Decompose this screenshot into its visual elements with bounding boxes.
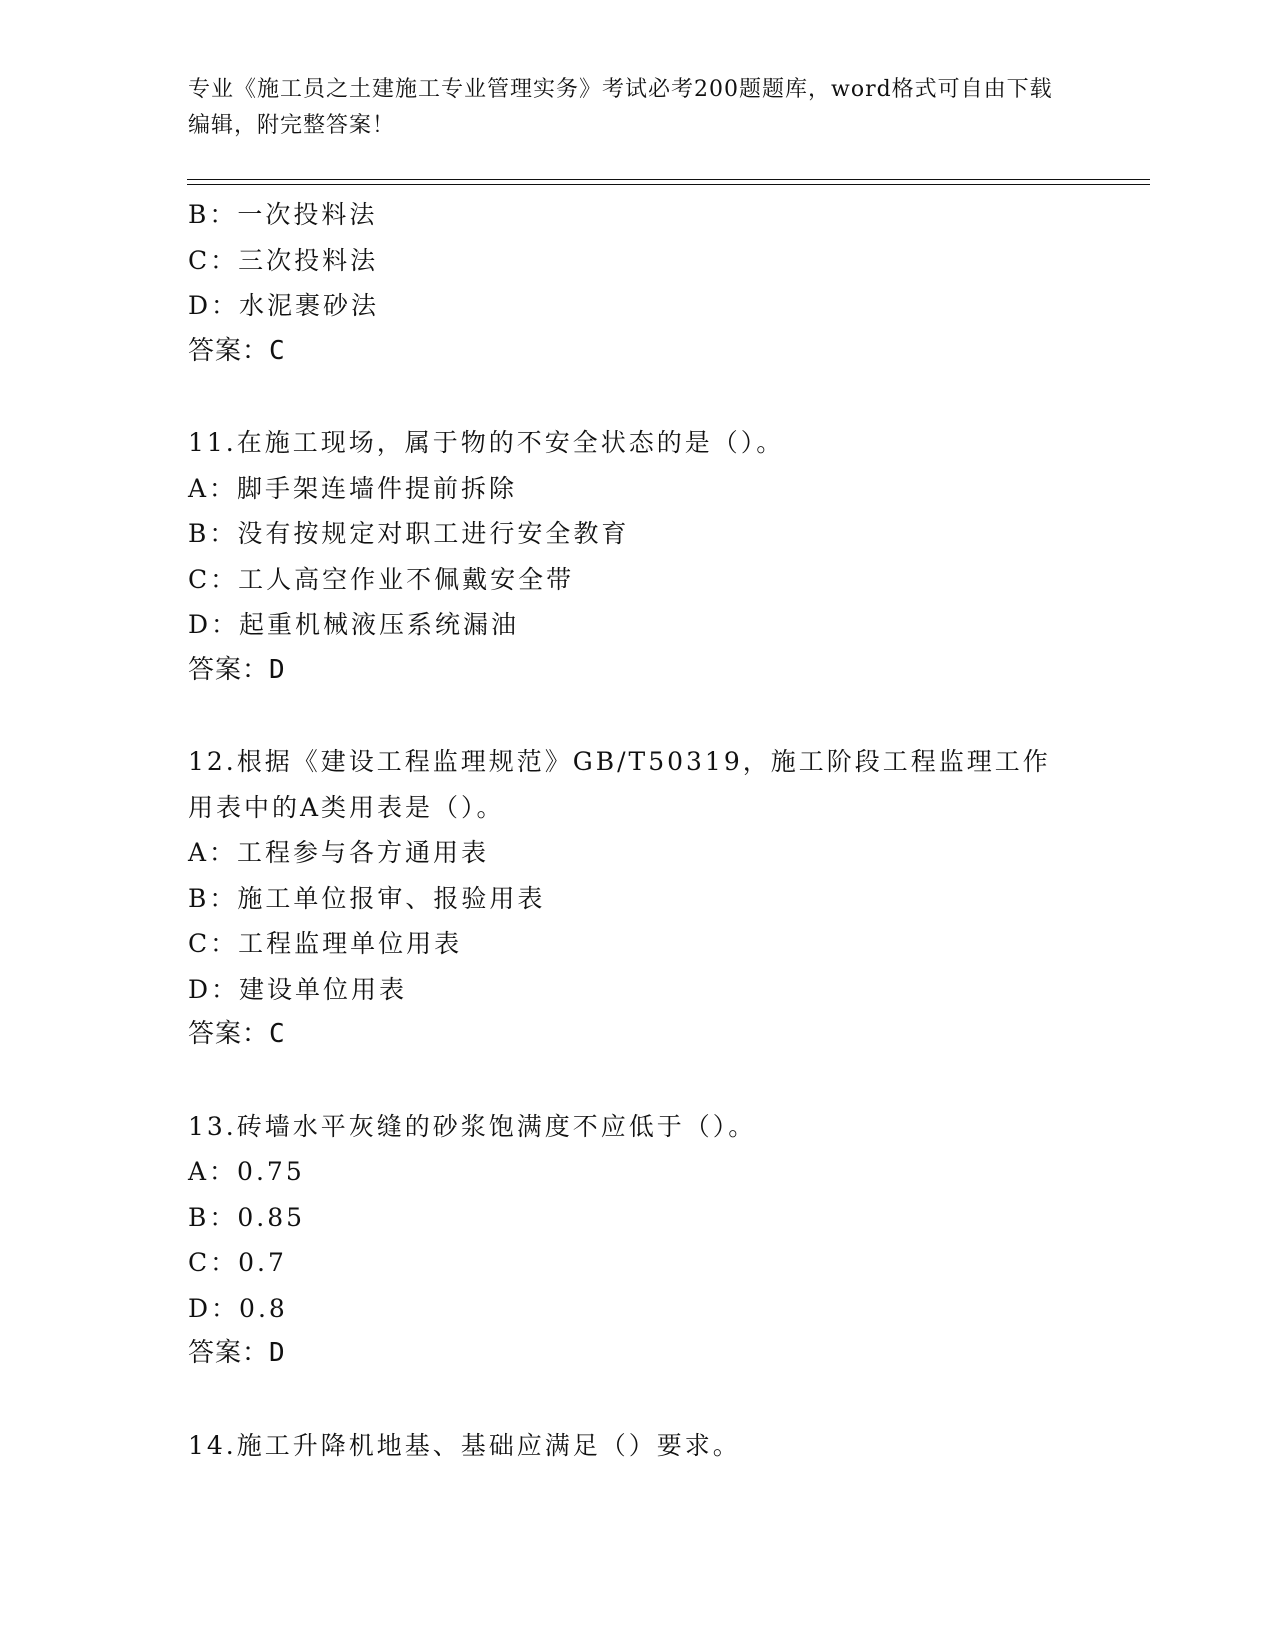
answer-label: 答案： bbox=[188, 335, 270, 366]
question-stem: 12.根据《建设工程监理规范》GB/T50319，施工阶段工程监理工作用表中的A类用表是（）。 bbox=[188, 747, 1051, 822]
option-d: D：0.8 bbox=[188, 1293, 288, 1323]
question-block-13 bbox=[188, 1104, 1088, 1377]
answer-value: C bbox=[269, 335, 286, 366]
option-a: A：脚手架连墙件提前拆除 bbox=[188, 473, 518, 503]
answer-label: 答案： bbox=[188, 654, 270, 685]
question-list bbox=[188, 192, 1088, 1468]
question-block-prev bbox=[188, 192, 1088, 374]
option-c: C：工程监理单位用表 bbox=[188, 929, 463, 958]
header-divider-bottom bbox=[187, 184, 1150, 185]
question-block-11 bbox=[188, 420, 1088, 693]
question-stem: 14.施工升降机地基、基础应满足（）要求。 bbox=[188, 1430, 741, 1460]
option-b: B：0.85 bbox=[188, 1202, 306, 1232]
question-stem: 13.砖墙水平灰缝的砂浆饱满度不应低于（）。 bbox=[188, 1111, 757, 1141]
option-a: A：工程参与各方通用表 bbox=[188, 838, 490, 867]
option-c: C：三次投料法 bbox=[188, 245, 379, 275]
question-stem: 11.在施工现场，属于物的不安全状态的是（）。 bbox=[188, 428, 785, 457]
answer-label: 答案： bbox=[188, 1019, 270, 1049]
page-header: 专业《施工员之土建施工专业管理实务》考试必考200题题库，word格式可自由下载编辑，附完整答案！ bbox=[188, 77, 1053, 138]
answer-label: 答案： bbox=[188, 1338, 270, 1368]
option-d: D：起重机械液压系统漏油 bbox=[188, 610, 520, 639]
option-d: D：水泥裹砂法 bbox=[188, 291, 380, 320]
answer-value: C bbox=[269, 1019, 286, 1049]
option-b: B：施工单位报审、报验用表 bbox=[188, 883, 546, 913]
question-block-14 bbox=[188, 1423, 1088, 1469]
answer-value: D bbox=[269, 1338, 286, 1368]
answer-line bbox=[188, 1012, 1088, 1058]
option-c: C：0.7 bbox=[188, 1248, 287, 1277]
question-block-12 bbox=[188, 739, 1088, 1058]
option-d: D：建设单位用表 bbox=[188, 974, 408, 1004]
answer-value: D bbox=[269, 654, 286, 685]
option-c: C：工人高空作业不佩戴安全带 bbox=[188, 564, 575, 594]
answer-line bbox=[188, 648, 1088, 694]
answer-line bbox=[188, 329, 1088, 375]
header-divider-top bbox=[187, 179, 1150, 180]
option-b: B：没有按规定对职工进行安全教育 bbox=[188, 519, 630, 548]
option-b: B：一次投料法 bbox=[188, 200, 378, 229]
answer-line bbox=[188, 1331, 1088, 1377]
option-a: A：0.75 bbox=[188, 1157, 305, 1186]
